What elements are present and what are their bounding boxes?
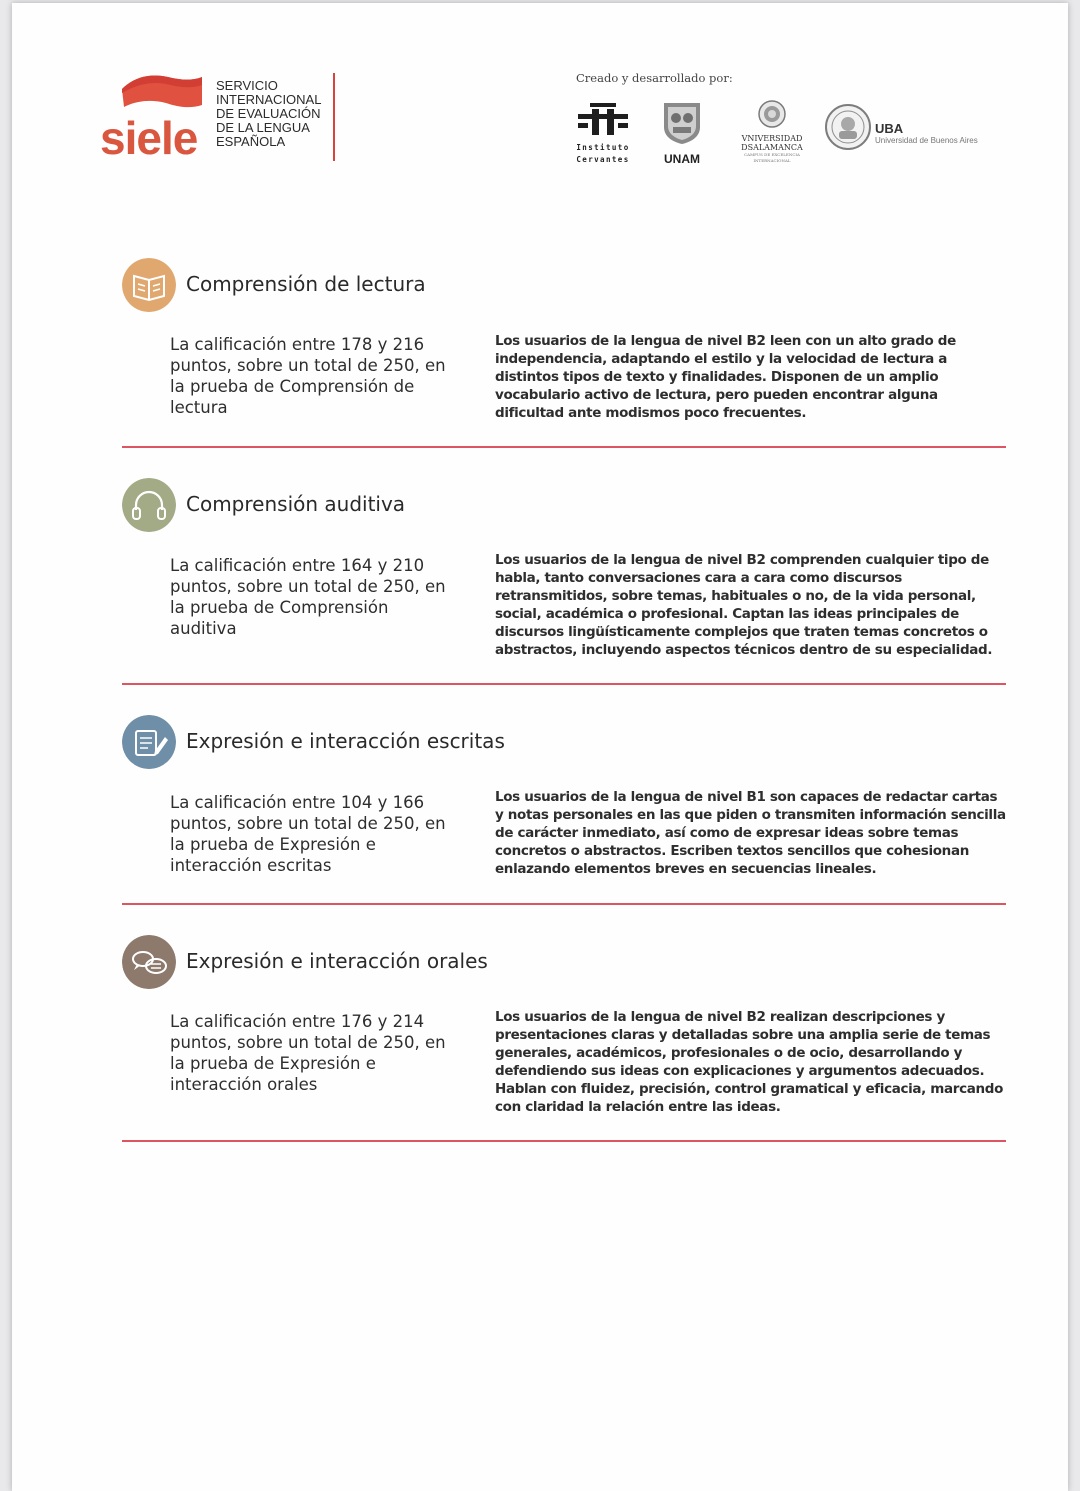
writing-document-icon <box>122 715 176 769</box>
cervantes-mark-icon <box>576 101 630 137</box>
uba-logo <box>824 103 978 156</box>
speech-bubbles-icon <box>122 935 176 989</box>
section-title: Expresión e interacción orales <box>186 949 488 973</box>
salamanca-logo: VNIVERSIDAD DSALAMANCA CAMPUS DE EXCELENCIA INTERNACIONAL <box>730 99 814 164</box>
section-score-text: La calificación entre 104 y 166 puntos, sobre un total de 250, en la prueba de Expresión e interacción escritas <box>170 793 446 875</box>
uba-abbreviation: UBA <box>875 121 904 136</box>
book-reading-icon <box>122 258 176 312</box>
section-score-text: La calificación entre 176 y 214 puntos, sobre un total de 250, en la prueba de Expresión e interacción orales <box>170 1012 446 1094</box>
section-divider <box>122 903 1006 905</box>
section-divider <box>122 1140 1006 1142</box>
section-title: Expresión e interacción escritas <box>186 729 505 753</box>
uba-full-name: Universidad de Buenos Aires <box>875 136 978 145</box>
header-divider <box>333 73 335 161</box>
unam-shield-icon <box>661 101 703 145</box>
section-description: Los usuarios de la lengua de nivel B2 realizan descripciones y presentaciones claras y detalladas sobre una amplia serie de temas generales, académicos, profesionales o de ocio, desarrollando y defendiendo sus ideas con explicaciones y argumentos adecuados. Hablan con fluidez, precisión, control gramatical y eficacia, marcando con claridad la relación entre las ideas. <box>495 1009 1003 1115</box>
document-page <box>12 3 1068 1491</box>
section-title: Comprensión de lectura <box>186 272 426 296</box>
siele-full-name: SERVICIO INTERNACIONAL DE EVALUACIÓN DE LA LENGUA ESPAÑOLA <box>216 78 322 149</box>
headphones-icon <box>122 478 176 532</box>
section-reading <box>122 258 1006 448</box>
section-speaking <box>122 935 1006 1145</box>
uba-seal-icon <box>824 103 872 151</box>
section-writing <box>122 715 1006 905</box>
section-description: Los usuarios de la lengua de nivel B2 comprenden cualquier tipo de habla, tanto conversaciones cara a cara como discursos retransmitidos, sobre temas, habituales o no, de la vida personal, social, académica o profesional. Captan las ideas principales de discursos lingüísticamente complejos que traten temas concretos o abstractos, incluyendo aspectos técnicos dentro de su especialidad. <box>495 552 993 658</box>
section-description: Los usuarios de la lengua de nivel B2 leen con un alto grado de independencia, adaptando el estilo y la velocidad de lectura a distintos tipos de texto y finalidades. Disponen de un amplio vocabulario activo de lectura, pero pueden encontrar alguna dificultad ante modismos poco frecuentes. <box>495 333 956 421</box>
salamanca-seal-icon <box>755 99 789 129</box>
unam-logo: UNAM <box>658 101 706 166</box>
section-score-text: La calificación entre 178 y 216 puntos, sobre un total de 250, en la prueba de Comprensión de lectura <box>170 335 446 417</box>
section-description: Los usuarios de la lengua de nivel B1 son capaces de redactar cartas y notas personales en las que piden o transmiten información sencilla de carácter inmediato, así como de expresar ideas sobre temas concretos o abstractos. Escriben textos sencillos que cohesionan enlazando elementos breves en secuencias lineales. <box>495 789 1006 877</box>
section-score-text: La calificación entre 164 y 210 puntos, sobre un total de 250, en la prueba de Comprensión auditiva <box>170 556 446 638</box>
section-divider <box>122 446 1006 448</box>
siele-flag-icon <box>120 71 212 116</box>
section-title: Comprensión auditiva <box>186 492 406 516</box>
siele-wordmark: siele <box>100 112 198 164</box>
section-divider <box>122 683 1006 685</box>
credits-label: Creado y desarrollado por: <box>576 71 733 85</box>
instituto-cervantes-logo: Instituto Cervantes <box>574 101 632 166</box>
section-listening <box>122 478 1006 686</box>
